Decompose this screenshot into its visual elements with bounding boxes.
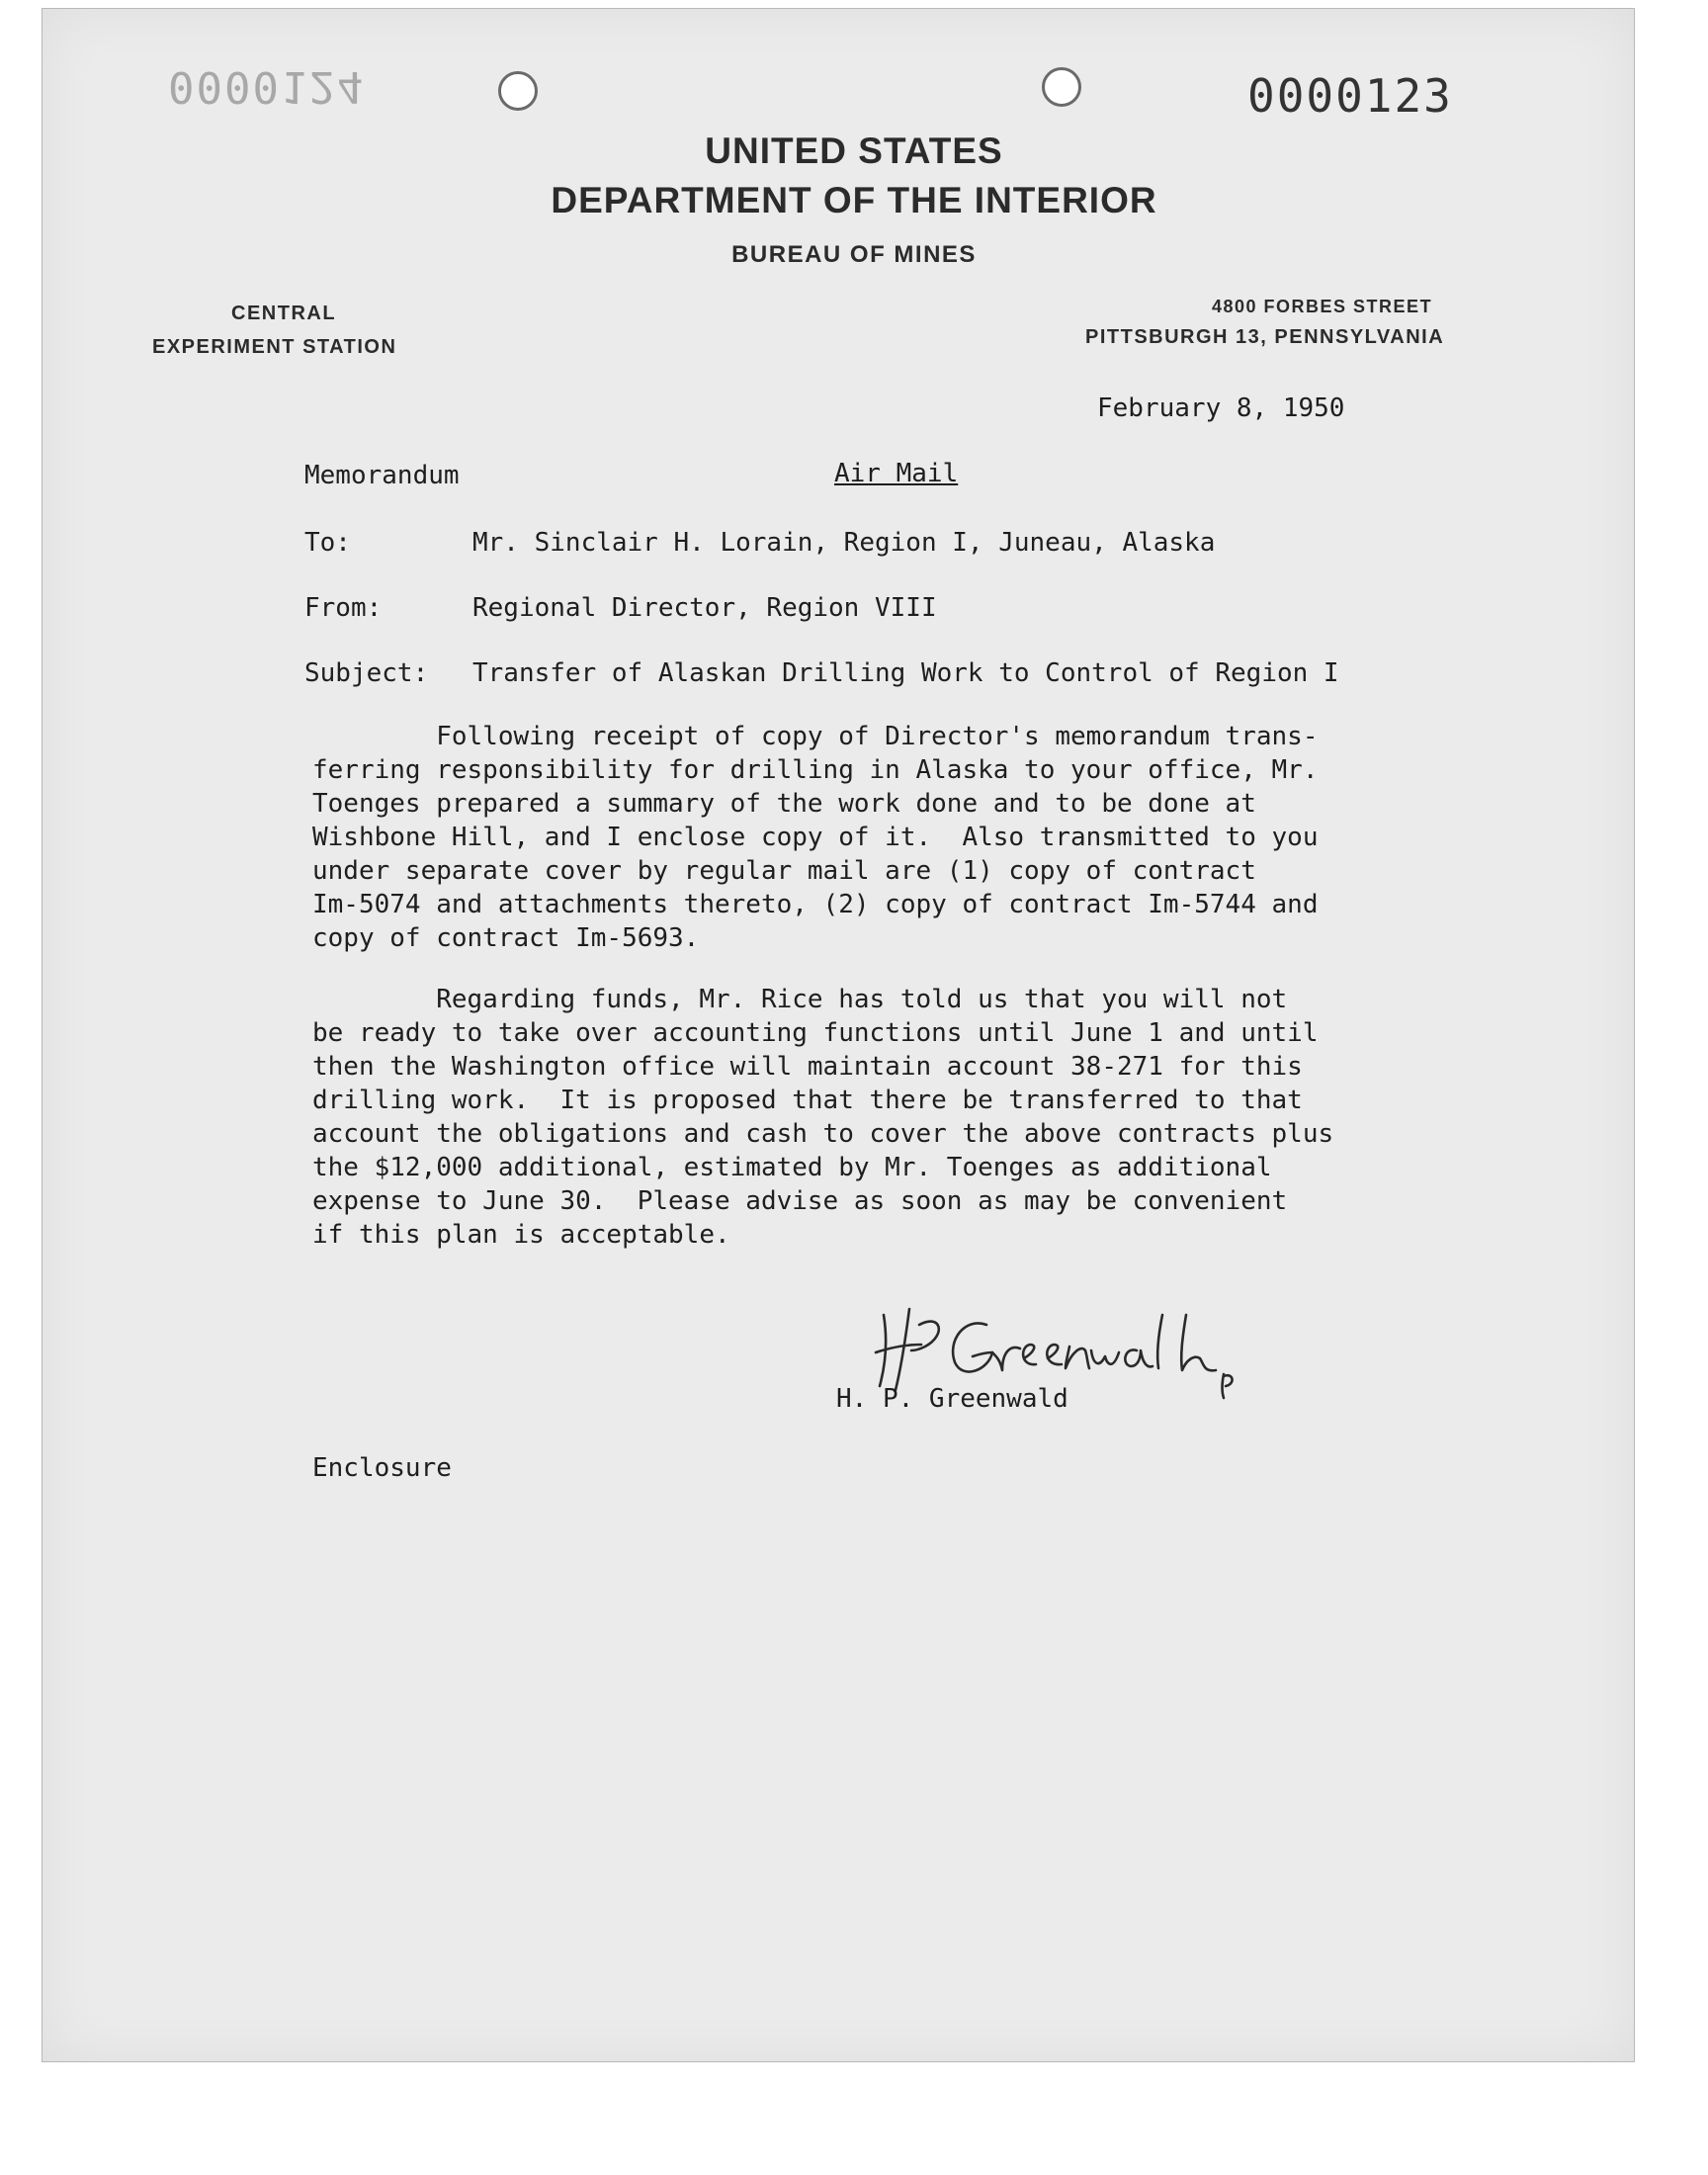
to-label: To: [304,528,351,558]
page-number-stamp: 0000123 [1247,69,1453,123]
station-line-2: EXPERIMENT STATION [152,336,397,358]
subject-value: Transfer of Alaskan Drilling Work to Control of Region I [472,658,1339,688]
letterhead-line-1: UNITED STATES [705,130,1003,171]
address-line-1: 4800 FORBES STREET [1212,297,1433,316]
letterhead-line-3: BUREAU OF MINES [731,241,977,268]
station-line-1: CENTRAL [231,303,337,324]
paragraph-line: drilling work. It is proposed that there be transferred to that [312,1086,1303,1115]
paragraph-line: Im-5074 and attachments thereto, (2) copy of contract Im-5744 and [312,890,1319,919]
memo-type: Memorandum [304,461,460,490]
paragraph-line: copy of contract Im-5693. [312,923,700,953]
delivery-method: Air Mail [834,459,959,488]
paragraph-line: if this plan is acceptable. [312,1220,730,1250]
paragraph-line: then the Washington office will maintain account 38-271 for this [312,1052,1303,1082]
paragraph-line: under separate cover by regular mail are (1) copy of contract [312,856,1256,886]
from-value: Regional Director, Region VIII [472,593,937,623]
paragraph-line: ferring responsibility for drilling in Alaska to your office, Mr. [312,755,1319,785]
paragraph-line: Toenges prepared a summary of the work done and to be done at [312,789,1256,819]
paragraph-line: Following receipt of copy of Director's memorandum trans- [312,722,1319,751]
paragraph-line: Wishbone Hill, and I enclose copy of it. Also transmitted to you [312,823,1319,852]
to-value: Mr. Sinclair H. Lorain, Region I, Juneau, Alaska [472,528,1216,558]
paragraph-line: the $12,000 additional, estimated by Mr. Toenges as additional [312,1153,1272,1182]
mirrored-page-number-stamp: 0000124 [168,61,366,112]
body-paragraph-1 [312,720,1439,955]
typed-signature-name: H. P. Greenwald [836,1384,1068,1414]
paragraph-line: account the obligations and cash to cover the above contracts plus [312,1119,1334,1149]
from-label: From: [304,593,383,623]
paragraph-line: expense to June 30. Please advise as soon as may be convenient [312,1186,1288,1216]
paragraph-line: Regarding funds, Mr. Rice has told us that you will not [312,985,1288,1014]
letterhead-line-2: DEPARTMENT OF THE INTERIOR [551,180,1157,220]
memo-date: February 8, 1950 [1097,393,1345,423]
subject-label: Subject: [304,658,429,688]
enclosure-note: Enclosure [312,1453,452,1483]
punch-hole-left [498,71,538,111]
punch-hole-right [1042,67,1081,107]
body-paragraph-2 [312,983,1439,1252]
paragraph-line: be ready to take over accounting functions until June 1 and until [312,1018,1319,1048]
address-line-2: PITTSBURGH 13, PENNSYLVANIA [1085,326,1445,348]
